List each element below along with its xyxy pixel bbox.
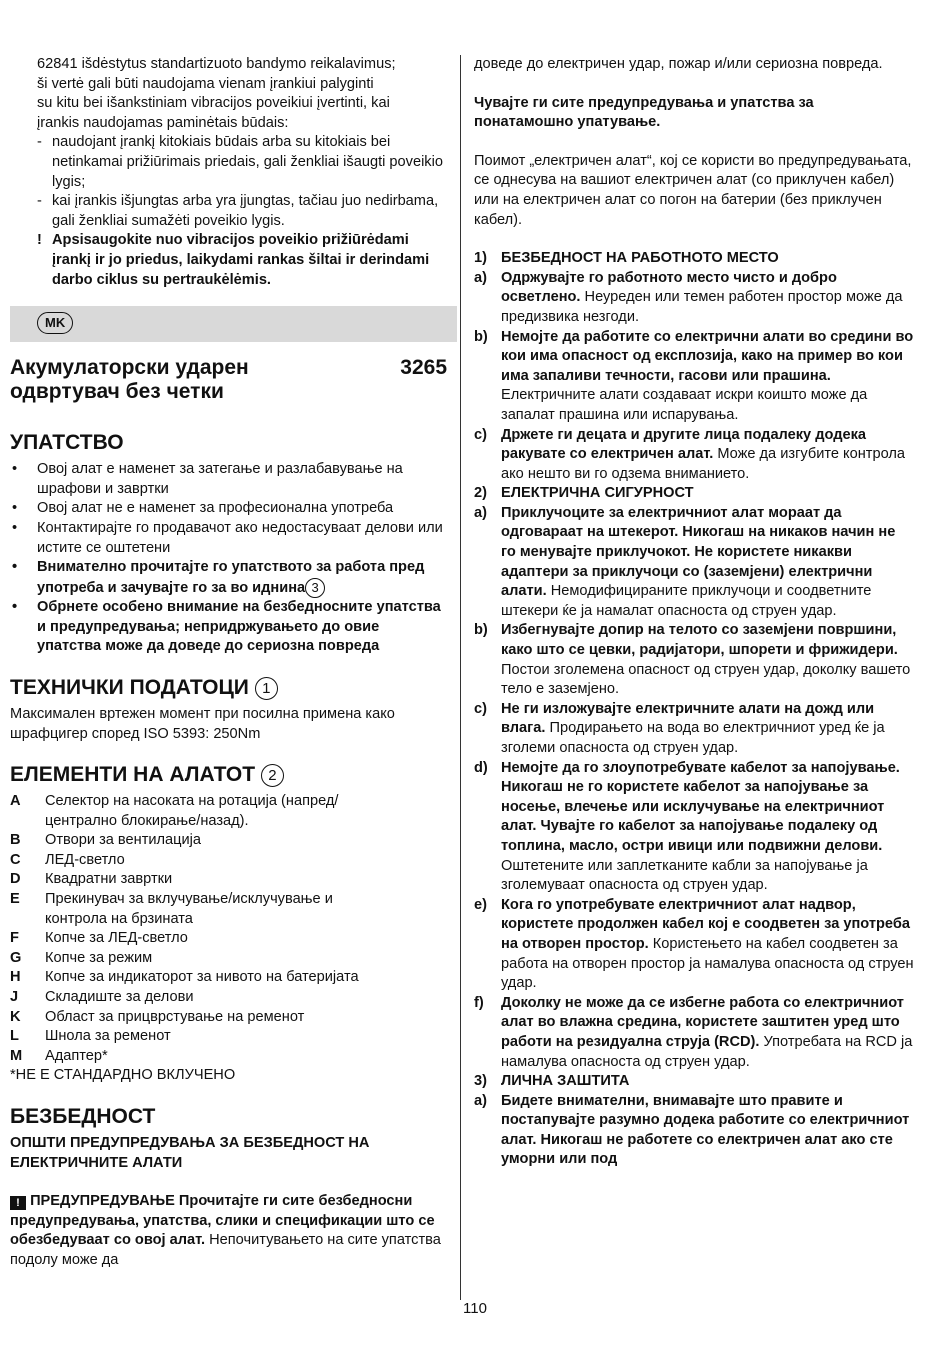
section-title: 1) БЕЗБЕДНОСТ НА РАБОТНОТО МЕСТО (474, 250, 779, 267)
safety-heading: БЕЗБЕДНОСТ (10, 1105, 156, 1129)
intro-line: įrankis naudojamas paminėtais būdais: (37, 114, 289, 131)
product-title-row (10, 356, 447, 404)
warning-continued: доведе до електричен удар, пожар и/или сериозна повреда. (474, 56, 883, 72)
list-item: e) Кога го употребувате електричниот алат надвор, користете продолжен кабел кој е соодветен за употреба на отворен простор. Користењето на кабел соодветен за работа на отворен простор ја намалува опасноста од струен удар. (474, 896, 914, 992)
list-item: • Внимателно прочитајте го упатството за работа пред употреба и зачувајте го за во иднина 3 (10, 558, 447, 598)
column-divider (460, 55, 461, 1300)
general-warning: ! ПРЕДУПРЕДУВАЊЕ Прочитајте ги сите безбедносни предупредувања, упатства, слики и спецификации што се обезбедуваат со овој алат. Непочитувањето на сите упатства подолу може да (10, 1193, 441, 1268)
safety-section-3 (474, 1072, 914, 1170)
element-item: A Селектор на насоката на ротација (напред/ централно блокирање/назад). (10, 793, 339, 829)
element-item: E Прекинувач за вклучување/исклучување и контрола на брзината (10, 891, 333, 927)
left-column (10, 55, 447, 1271)
intro-line: su kitu bei išankstiniam vibracijos poveikiui įvertinti, kai (37, 95, 390, 112)
element-item: G Копче за режим (10, 949, 153, 966)
list-item: • Обрнете особено внимание на безбедносните упатства и предупредувања; непридржувањето до овие упатства може да доведе до сериозна повреда (10, 598, 447, 657)
keep-instructions: Чувајте ги сите предупредувања и упатства за понатамошно упатување. (474, 94, 814, 131)
dash-item: - naudojant įrankį kitokiais būdais arba su kitokiais bei netinkamai prižiūrimais priedais, gali ženkliai išaugti poveikio lygis; (37, 134, 443, 190)
instructions-heading: УПАТСТВО (10, 431, 124, 455)
element-item: C ЛЕД-светло (10, 851, 125, 868)
safety-subheading: ОПШТИ ПРЕДУПРЕДУВАЊА ЗА БЕЗБЕДНОСТ НА ЕЛЕКТРИЧНИТЕ АЛАТИ (10, 1135, 370, 1171)
list-item: c) Не ги изложувајте електричните алати на дожд или влага. Продирањето на вода во електричниот уред ќе ја зголеми опасноста од струен удар. (474, 700, 885, 756)
figure-ref: 3 (305, 578, 325, 598)
list-item: c) Држете ги децата и другите лица подалеку додека ракувате со електричен алат. Може да изгубите контрола ако нешто ви го одзема вниманието. (474, 426, 906, 482)
list-item: a) Одржувајте го работното место чисто и добро осветлено. Неуреден или темен работен простор може да предизвика незгоди. (474, 269, 903, 325)
safety-section-1 (474, 249, 914, 484)
vibration-warning: ! Apsisaugokite nuo vibracijos poveikio prižiūrėdami įrankį ir jo priedus, laikydami rankas šiltai ir derindami darbo ciklus su pertraukėlėmis. (37, 232, 430, 288)
power-tool-term: Поимот „електричен алат“, кој се користи во предупредувањата, се однесува на вашиот електричен алат (со приклучен кабел) или на електричен алат со погон на батерии (без приклучен кабел). (474, 152, 912, 228)
list-item: • Овој алат не е наменет за професионална употреба (10, 499, 447, 519)
lt-intro (10, 55, 447, 133)
list-item: a) Бидете внимателни, внимавајте што правите и постапувајте разумно додека работите со електричниот алат. Никогаш не работете со електричен алат ако сте уморни или под (474, 1092, 910, 1168)
element-item: L Шнола за ременот (10, 1028, 171, 1045)
list-item: f) Доколку не може да се избегне работа со електричниот алат во влажна средина, користете заштитен уред што работи на резидуална струја (RCD). Употребата на RCD ја намалува опасноста од струен удар. (474, 994, 913, 1070)
section-title: 3) ЛИЧНА ЗАШТИТА (474, 1073, 630, 1090)
dash-item: - kai įrankis išjungtas arba yra įjungtas, tačiau juo nedirbama, gali ženkliai sumažėti poveikio lygis. (37, 193, 439, 229)
element-item: H Копче за индикаторот за нивото на батеријата (10, 969, 359, 986)
list-item: b) Немојте да работите со електрични алати во средини во кои има опасност од експлозија, како на пример во кои има запаливи течности, гасови или прашина. Електричните алати создаваат искри коишто може да запалат прашина или испарувања. (474, 328, 914, 423)
elements-heading: ЕЛЕМЕНТИ НА АЛАТОТ 2 (10, 762, 447, 788)
tech-data-heading: ТЕХНИЧКИ ПОДАТОЦИ 1 (10, 675, 447, 701)
page-number: 110 (463, 1300, 487, 1317)
element-item: B Отвори за вентилација (10, 832, 202, 849)
figure-ref: 2 (261, 764, 284, 787)
not-included-note: *НЕ Е СТАНДАРДНО ВКЛУЧЕНО (10, 1067, 236, 1084)
model-number: 3265 (400, 356, 447, 380)
language-code-badge: MK (37, 312, 73, 334)
tech-data-text: Максимален вртежен момент при посилна примена како шрафцигер според ISO 5393: 250Nm (10, 705, 395, 742)
list-item: b) Избегнувајте допир на телото со заземјени површини, како што се цевки, радијатори, шпорети и фрижидери. Постои зголемена опасност од струен удар, доколку вашето тело е заземјено. (474, 622, 911, 698)
warning-icon: ! (10, 1196, 26, 1210)
element-item: K Област за прицврстување на ременот (10, 1008, 305, 1025)
list-item: • Контактирајте го продавачот ако недостасуваат делови или истите се оштетени (10, 519, 447, 558)
list-item: d) Немојте да го злоупотребувате кабелот за напојување. Никогаш не го користете кабелот за напојување за носење, влечење или исклучување на електричниот алат. Чувајте го кабелот за напојување подалеку од топлина, масло, остри ивици или подвижни делови. Оштетените или заплетканите кабли за напојување ја зголемуваат опасноста од струен удар. (474, 759, 900, 894)
figure-ref: 1 (255, 677, 278, 700)
element-item: J Складиште за делови (10, 989, 194, 1006)
section-title: 2) ЕЛЕКТРИЧНА СИГУРНОСТ (474, 485, 694, 502)
product-title: Акумулаторски ударен одвртувач без четки (10, 356, 249, 404)
element-item: D Квадратни завртки (10, 871, 173, 888)
element-item: M Адаптер* (10, 1047, 108, 1064)
element-item: F Копче за ЛЕД-светло (10, 930, 188, 947)
instructions-list (10, 460, 447, 657)
intro-line: ši vertė gali būti naudojama vienam įrankiui palyginti (37, 75, 374, 92)
elements-list (10, 792, 447, 1066)
list-item: a) Приклучоците за електричниот алат мораат да одговараат на штекерот. Никогаш на никаков начин не го менувајте приклучокот. Не користете никакви адаптери за приклучоци со (заземјени) електрични алати. Немодифицираните приклучоци и соодветните штекери ќе ја намалат опасноста од струен удар. (474, 504, 896, 619)
list-item: • Овој алат е наменет за затегање и разлабавување на шрафови и завртки (10, 460, 447, 499)
language-bar (10, 306, 457, 342)
safety-section-2 (474, 484, 914, 1072)
intro-line: 62841 išdėstytus standartizuoto bandymo reikalavimus; (37, 56, 396, 72)
right-column (474, 55, 914, 1170)
